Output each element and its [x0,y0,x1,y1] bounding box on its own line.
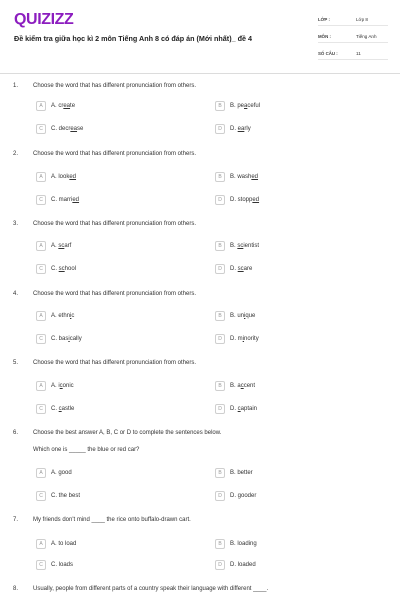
option-underlined-part: sc [58,243,65,249]
option-text [230,103,260,109]
option-prefix: C. the best [51,493,81,499]
option-prefix: B. wash [230,174,252,180]
option-text [230,336,259,342]
meta-value: 11 [356,50,361,56]
option-letter-box: A [36,539,46,549]
question-number: 7. [13,517,19,523]
option-letter-box: B [215,101,225,111]
meta-label: MÔN : [318,33,331,39]
option-underlined-part: c [58,406,62,412]
answer-option[interactable] [215,123,251,135]
option-letter-box: D [215,124,225,134]
option-prefix: A. [51,243,59,249]
worksheet-header [0,0,400,70]
option-text [51,541,76,547]
answer-option[interactable] [36,123,83,135]
answer-option[interactable] [36,538,76,550]
answer-option[interactable] [36,380,74,392]
answer-option[interactable] [215,490,256,502]
meta-row-count [318,47,388,60]
option-underlined-part: c [59,383,63,389]
option-suffix: c [71,313,75,319]
option-underlined-part: a [244,103,248,109]
option-prefix: A. cr [51,103,64,109]
option-letter-box: C [36,404,46,414]
option-text [230,174,258,180]
option-prefix: D. [230,126,238,132]
option-text [230,470,253,476]
option-prefix: B. a [230,383,241,389]
option-letter-box: B [215,539,225,549]
option-text [230,197,259,203]
option-suffix: que [245,313,256,319]
option-text [51,562,73,568]
option-letter-box: C [36,124,46,134]
option-underlined-part: i [68,336,70,342]
question-text: Usually, people from different parts of a country speak their language with different ____. [33,586,269,592]
option-prefix: D. [230,266,238,272]
question-text: My friends don't mind ____ the rice onto buffalo-drawn cart. [33,517,191,523]
answer-option[interactable] [215,240,259,252]
option-underlined-part: sc [58,266,65,272]
option-text [51,197,79,203]
option-text [51,493,80,499]
answer-option[interactable] [36,467,72,479]
option-letter-box: C [36,491,46,501]
option-prefix: C. bas [51,336,69,342]
option-letter-box: D [215,491,225,501]
option-prefix: A. ethn [51,313,71,319]
option-underlined-part: sc [237,243,244,249]
answer-option[interactable] [36,310,74,322]
option-prefix: C. [51,406,59,412]
answer-option[interactable] [215,467,253,479]
answer-option[interactable] [36,333,82,345]
option-underlined-part: c [237,406,241,412]
question-subtext: Which one is _____ the blue or red car? [33,447,140,453]
option-text [230,126,251,132]
option-letter-box: B [215,381,225,391]
option-underlined-part: ea [237,126,245,132]
answer-option[interactable] [36,100,75,112]
answer-option[interactable] [215,403,257,415]
option-letter-box: C [36,560,46,570]
meta-value: Tiếng Anh [356,33,377,39]
option-text [230,562,256,568]
answer-option[interactable] [215,380,255,392]
option-suffix: aptain [240,406,258,412]
answer-option[interactable] [215,194,259,206]
option-letter-box: D [215,264,225,274]
meta-label: SỐ CÂU : [318,50,338,56]
option-underlined-part: i [244,313,246,319]
option-suffix: se [77,126,84,132]
option-letter-box: D [215,195,225,205]
option-suffix: are [243,266,253,272]
question-number: 3. [13,221,19,227]
option-underlined-part: ed [252,197,260,203]
answer-option[interactable] [215,538,257,550]
option-suffix: cally [69,336,82,342]
option-text [230,541,257,547]
answer-option[interactable] [36,194,79,206]
option-suffix: astle [61,406,75,412]
option-letter-box: B [215,468,225,478]
answer-option[interactable] [36,240,71,252]
option-letter-box: B [215,241,225,251]
option-prefix: A. to load [51,541,77,547]
option-text [51,266,76,272]
option-suffix: onic [62,383,74,389]
question-text: Choose the word that has different pronunciation from others. [33,360,196,366]
question-number: 1. [13,83,19,89]
answer-option[interactable] [36,263,76,275]
option-prefix: C. decr [51,126,71,132]
worksheet-meta [318,13,388,64]
option-letter-box: D [215,560,225,570]
question-number: 4. [13,291,19,297]
option-letter-box: C [36,334,46,344]
option-letter-box: D [215,404,225,414]
option-underlined-part: c [240,383,244,389]
option-text [230,266,252,272]
answer-option[interactable] [215,559,256,571]
option-letter-box: A [36,311,46,321]
option-prefix: D. loaded [230,562,256,568]
option-letter-box: A [36,101,46,111]
answer-option[interactable] [215,333,259,345]
option-text [51,174,76,180]
quizizz-logo: QUIZIZZ [14,11,74,28]
option-text [51,336,82,342]
question-text: Choose the word that has different pronunciation from others. [33,221,196,227]
option-letter-box: B [215,311,225,321]
option-prefix: C. marri [51,197,73,203]
header-divider [0,73,400,74]
option-underlined-part: ea [63,103,71,109]
answer-option[interactable] [215,171,258,183]
option-prefix: B. loading [230,541,257,547]
option-letter-box: C [36,264,46,274]
option-underlined-part: ed [251,174,259,180]
answer-option[interactable] [36,403,74,415]
option-letter-box: A [36,381,46,391]
option-text [51,313,74,319]
option-underlined-part: ed [72,197,80,203]
question-number: 8. [13,586,19,592]
option-prefix: A. i [51,383,60,389]
option-prefix: D. [230,406,238,412]
option-suffix: cent [243,383,256,389]
meta-label: LỚP : [318,16,330,22]
option-prefix: B. pe [230,103,245,109]
question-text: Choose the word that has different pronunciation from others. [33,291,196,297]
question-number: 2. [13,151,19,157]
option-suffix: rly [244,126,251,132]
option-suffix: nority [244,336,259,342]
answer-option[interactable] [215,263,252,275]
option-prefix: D. stopp [230,197,253,203]
option-text [230,383,255,389]
option-prefix: D. gooder [230,493,257,499]
option-suffix: arf [64,243,72,249]
option-text [230,243,259,249]
option-prefix: B. [230,243,238,249]
option-text [51,406,74,412]
question-text: Choose the best answer A, B, C or D to complete the sentences below. [33,430,222,436]
answer-option[interactable] [215,310,255,322]
meta-row-subject [318,30,388,43]
option-underlined-part: i [242,336,245,342]
option-prefix: C. [51,266,59,272]
option-prefix: D. m [230,336,243,342]
option-text [230,406,257,412]
worksheet-title: Đề kiểm tra giữa học kì 2 môn Tiếng Anh 8 có đáp án (Mới nhất)_ đề 4 [14,34,252,43]
meta-value: Lớp 8 [356,16,368,22]
question-number: 5. [13,360,19,366]
option-letter-box: A [36,468,46,478]
option-prefix: B. better [230,470,253,476]
question-text: Choose the word that has different pronunciation from others. [33,83,196,89]
option-prefix: A. good [51,470,72,476]
option-letter-box: A [36,172,46,182]
option-underlined-part: i [70,313,72,319]
option-letter-box: D [215,334,225,344]
option-text [51,383,74,389]
question-number: 6. [13,430,19,436]
option-letter-box: C [36,195,46,205]
option-letter-box: B [215,172,225,182]
option-suffix: ientist [243,243,260,249]
option-text [51,126,83,132]
option-suffix: hool [64,266,77,272]
option-underlined-part: sc [237,266,244,272]
option-prefix: B. un [230,313,245,319]
option-text [230,313,255,319]
answer-option[interactable] [36,171,76,183]
option-letter-box: A [36,241,46,251]
option-prefix: C. loads [51,562,74,568]
option-underlined-part: ed [69,174,77,180]
option-text [51,243,71,249]
option-suffix: te [70,103,76,109]
option-underlined-part: ea [70,126,78,132]
option-text [230,493,256,499]
meta-row-class [318,13,388,26]
question-text: Choose the word that has different pronunciation from others. [33,151,196,157]
option-text [51,470,72,476]
answer-option[interactable] [215,100,260,112]
option-text [51,103,75,109]
answer-option[interactable] [36,559,73,571]
option-suffix: ceful [247,103,261,109]
option-prefix: A. look [51,174,70,180]
answer-option[interactable] [36,490,80,502]
